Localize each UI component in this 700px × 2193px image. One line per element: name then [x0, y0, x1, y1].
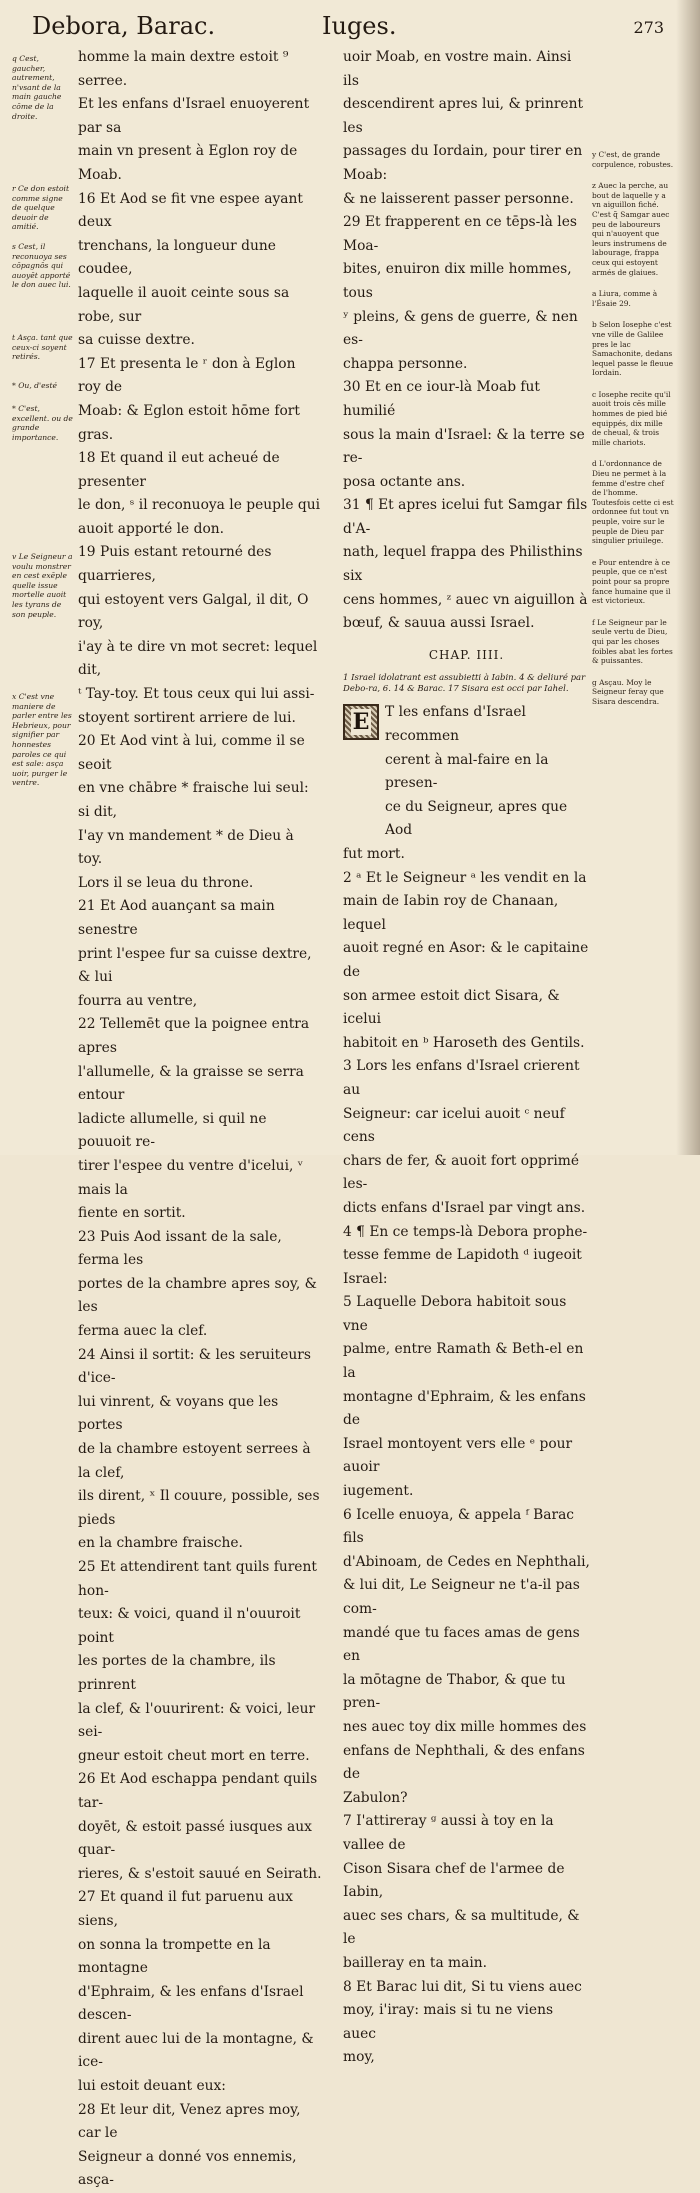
text-line: 20 Et Aod vint à lui, comme il se seoit [78, 733, 305, 773]
text-line: main vn present à Eglon roy de Moab. [78, 143, 298, 183]
text-line: nath, lequel frappa des Philisthins six [343, 544, 583, 585]
margin-note: z Auec la perche, au bout de laquelle y a vn aiguillon fiché. C'est q̃ Samgar auec peu de laboureurs qui n'auoyent que leurs instrumens de labourage, frappa ceux qui estoyent armés de glaiues. [592, 181, 670, 277]
text-line: Moab: & Eglon estoit hōme fort gras. [78, 402, 300, 443]
text-line: Seigneur a donné vos ennemis, asça- [78, 2148, 297, 2189]
margin-note: * Ou, d'esté [12, 381, 58, 390]
text-line: tesse femme de Lapidoth ᵈ iugeoit Israel: [343, 1247, 582, 1287]
text-line: 24 Ainsi il sortit: & les seruiteurs d'ice- [78, 1346, 311, 1387]
chapter-opening-lines [385, 701, 590, 843]
text-line: 7 I'attireray ᵍ aussi à toy en la vallee de [343, 1813, 554, 1853]
margin-note: f Le Seigneur par le seule vertu de Dieu, qui par les choses foibles abat les fortes & puissantes. [592, 617, 673, 666]
text-line: moy, i'iray: mais si tu ne viens auec [343, 2002, 554, 2042]
text-line: uoir Moab, en vostre main. Ainsi ils [343, 49, 572, 89]
right-column-top [343, 46, 590, 636]
text-line: ᵗ Tay-toy. Et tous ceux qui lui assi- [78, 686, 315, 703]
text-line: 31 ¶ Et apres icelui fut Samgar fils d'A- [343, 497, 588, 537]
margin-note: g Asçau. Moy le Seigneur feray que Sisara descendra. [592, 677, 664, 706]
running-title-left: Debora, Barac. [32, 12, 216, 40]
text-line: auec ses chars, & sa multitude, & le [343, 1907, 580, 1948]
text-line: ferma auec la clef. [78, 1323, 208, 1340]
text-line: portes de la chambre apres soy, & les [78, 1275, 317, 1316]
text-line: ils dirent, ˣ Il couure, possible, ses pieds [78, 1488, 320, 1528]
text-line: 19 Puis estant retourné des quarrieres, [78, 544, 272, 585]
text-line: 3 Lors les enfans d'Israel crierent au [343, 1058, 580, 1098]
text-line: passages du Iordain, pour tirer en Moab: [343, 143, 583, 183]
margin-note: c Iosephe recite qu'il auoit trois cēs mille hommes de pied bié equippés, dix mille de cheual, & trois mille chariots. [592, 389, 671, 447]
text-line: 22 Tellemēt que la poignee entra apres [78, 1016, 310, 1056]
chapter-heading: CHAP. IIII. [428, 647, 505, 662]
margin-note: v Le Seigneur a voulu monstrer en cest exēple quelle issue mortelle auoit les tyrans de son peuple. [12, 552, 73, 619]
text-line: fourra au ventre, [78, 992, 198, 1009]
right-column-bottom [343, 843, 590, 2070]
text-line: d'Ephraim, & les enfans d'Israel descen- [78, 1983, 304, 2024]
text-line: la mōtagne de Thabor, & que tu pren- [343, 1671, 566, 1712]
text-line: bailleray en ta main. [343, 1954, 488, 1971]
text-line: fut mort. [343, 846, 405, 862]
text-line: doyēt, & estoit passé iusques aux quar- [78, 1818, 312, 1859]
text-line: laquelle il auoit ceinte sous sa robe, sur [78, 284, 290, 325]
text-line: la clef, & l'ouurirent: & voici, leur sei- [78, 1700, 316, 1741]
text-line: auoit regné en Asor: & le capitaine de [343, 940, 589, 980]
text-line: bœuf, & sauua aussi Israel. [343, 615, 535, 632]
text-line: chars de fer, & auoit fort opprimé les- [343, 1152, 579, 1193]
text-line: 25 Et attendirent tant quils furent hon- [78, 1559, 317, 1599]
margin-note: x C'est vne maniere de parler entre les Hebrieux, pour signifier par honnestes paroles ce qui est sale: asça uoir, purger le ventre. [12, 692, 72, 788]
text-line: Et les enfans d'Israel enuoyerent par sa [78, 96, 310, 136]
text-line: T les enfans d'Israel recommen [385, 704, 526, 745]
text-line: mandé que tu faces amas de gens en [343, 1624, 580, 1665]
text-line: de la chambre estoyent serrees à la clef, [78, 1441, 311, 1481]
chapter-opening [343, 701, 590, 843]
text-line: dirent auec lui de la montagne, & ice- [78, 2030, 314, 2071]
text-line: 17 Et presenta le ʳ don à Eglon roy de [78, 355, 296, 396]
text-line: cerent à mal-faire en la presen- [385, 751, 549, 792]
text-line: qui estoyent vers Galgal, il dit, O roy, [78, 591, 309, 632]
text-line: main de Iabin roy de Chanaan, lequel [343, 893, 559, 933]
text-line: 28 Et leur dit, Venez apres moy, car le [78, 2101, 301, 2142]
text-line: 26 Et Aod eschappa pendant quils tar- [78, 1771, 318, 1811]
text-line: en la chambre fraische. [78, 1535, 243, 1552]
text-line: 27 Et quand il fut paruenu aux siens, [78, 1889, 293, 1929]
text-line: 8 Et Barac lui dit, Si tu viens auec [343, 1978, 582, 1995]
text-line: en vne chābre * fraische lui seul: si dit, [78, 780, 309, 820]
text-line: stoyent sortirent arriere de lui. [78, 709, 296, 726]
text-line: 21 Et Aod auançant sa main senestre [78, 898, 275, 938]
text-line: trenchans, la longueur dune coudee, [78, 237, 276, 278]
text-line: Cison Sisara chef de l'armee de Iabin, [343, 1860, 565, 1901]
text-line: 29 Et frapperent en ce tēps-là les Moa- [343, 214, 577, 254]
text-line: montagne d'Ephraim, & les enfans de [343, 1388, 586, 1429]
page-number: 273 [633, 18, 664, 37]
text-line: teux: & voici, quand il n'ouuroit point [78, 1606, 301, 1646]
text-line: on sonna la trompette en la montagne [78, 1936, 271, 1977]
text-line: 4 ¶ En ce temps-là Debora prophe- [343, 1223, 588, 1240]
text-line: Seigneur: car icelui auoit ᶜ neuf cens [343, 1105, 565, 1146]
text-line: descendirent apres lui, & prinrent les [343, 96, 584, 136]
text-line: & ne laisserent passer personne. [343, 190, 574, 207]
text-line: sous la main d'Israel: & la terre se re- [343, 426, 585, 467]
text-line: tirer l'espee du ventre d'icelui, ᵛ mais la [78, 1157, 303, 1198]
margin-note: q Cest, gaucher, autrement, n'vsant de la main gauche cōme de la droite. [12, 54, 62, 121]
text-line: cens hommes, ᶻ auec vn aiguillon à [343, 591, 588, 608]
text-line: chappa personne. [343, 355, 468, 372]
margin-note: s Cest, il reconuoya ses cōpagnōs qui auoyēt apporté le don auec lui. [12, 242, 71, 290]
text-line: 2 ᵃ Et le Seigneur ᵃ les vendit en la [343, 869, 587, 886]
text-line: l'allumelle, & la graisse se serra entour [78, 1063, 304, 1104]
margin-note: b Selon Iosephe c'est vne ville de Galilee pres le lac Samachonite, dedans lequel passe le fleuue Iordain. [592, 320, 674, 378]
right-margin-notes [592, 150, 674, 719]
text-line: auoit apporté le don. [78, 520, 225, 537]
text-line: dicts enfans d'Israel par vingt ans. [343, 1199, 586, 1216]
text-line: homme la main dextre estoit ⁹ serree. [78, 49, 289, 89]
text-line: habitoit en ᵇ Haroseth des Gentils. [343, 1034, 585, 1051]
margin-note: y C'est, de grande corpulence, robustes. [592, 150, 674, 169]
margin-note: d L'ordonnance de Dieu ne permet à la femme d'estre chef de l'homme. Toutesfois cette ci est ordonnee fut tout vn peuple, voire sur le peuple de Dieu par singulier priuilege. [592, 459, 674, 546]
text-line: iugement. [343, 1483, 414, 1500]
text-line: Israel montoyent vers elle ᵉ pour auoir [343, 1435, 573, 1476]
margin-note: r Ce don estoit comme signe de quelque deuoir de amitié. [12, 184, 69, 232]
text-line: le don, ˢ il reconuoya le peuple qui [78, 497, 321, 514]
page-edge-shadow [676, 0, 700, 1155]
left-column [78, 46, 322, 2193]
text-line: d'Abinoam, de Cedes en Nephthali, [343, 1553, 590, 1570]
text-line: 5 Laquelle Debora habitoit sous vne [343, 1294, 567, 1334]
text-line: enfans de Nephthali, & des enfans de [343, 1742, 585, 1783]
text-line: fiente en sortit. [78, 1205, 186, 1222]
text-line: print l'espee fur sa cuisse dextre, & lui [78, 945, 312, 986]
margin-note: * C'est, excellent. ou de grande importance. [12, 404, 73, 442]
text-line: 6 Icelle enuoya, & appela ᶠ Barac fils [343, 1506, 575, 1547]
text-line: 16 Et Aod se fit vne espee ayant deux [78, 190, 303, 231]
text-line: lui estoit deuant eux: [78, 2078, 226, 2095]
text-line: moy, [343, 2049, 375, 2066]
ornamental-initial-letter: E [352, 709, 370, 736]
text-line: nes auec toy dix mille hommes des [343, 1718, 587, 1735]
text-line: ce du Seigneur, apres que Aod [385, 798, 568, 839]
text-line: Lors il se leua du throne. [78, 874, 254, 891]
text-line: bites, enuiron dix mille hommes, tous [343, 261, 572, 301]
text-line: sa cuisse dextre. [78, 332, 195, 349]
text-line: & lui dit, Le Seigneur ne t'a-il pas com- [343, 1577, 580, 1617]
text-line: Zabulon? [343, 1789, 408, 1806]
margin-note: a Liura, comme à l'Ésaie 29. [592, 289, 658, 308]
text-line: son armee estoit dict Sisara, & icelui [343, 987, 560, 1028]
text-line: i'ay à te dire vn mot secret: lequel dit, [78, 638, 318, 679]
text-line: I'ay vn mandement * de Dieu à toy. [78, 827, 294, 868]
text-line: les portes de la chambre, ils prinrent [78, 1653, 276, 1693]
chapter-summary: 1 Israel idolatrant est assubietti à Iabin. 4 & deliuré par Debo-ra, 6. 14 & Barac. 17 Sisara est occi par Iahel. [343, 673, 586, 695]
text-line: gneur estoit cheut mort en terre. [78, 1747, 310, 1764]
text-line: lui vinrent, & voyans que les portes [78, 1393, 279, 1434]
text-line: posa octante ans. [343, 473, 466, 490]
running-title-book: Iuges. [322, 12, 397, 40]
text-line: ʸ pleins, & gens de guerre, & nen es- [343, 308, 578, 349]
margin-note: t Asça. tant que ceux-ci soyent retirés. [12, 333, 73, 362]
ornamental-initial [343, 704, 379, 740]
text-line: ladicte allumelle, si quil ne pouuoit re- [78, 1110, 267, 1151]
margin-note: e Pour entendre à ce peuple, que ce n'est point pour sa propre fance humaine que il est victorieux. [592, 557, 671, 606]
text-line: 23 Puis Aod issant de la sale, ferma les [78, 1228, 282, 1269]
text-line: 30 Et en ce iour-là Moab fut humilié [343, 379, 540, 419]
running-header [24, 8, 664, 44]
text-line: rieres, & s'estoit sauué en Seirath. [78, 1865, 322, 1882]
right-column [343, 46, 590, 2070]
text-line: palme, entre Ramath & Beth-el en la [343, 1341, 584, 1382]
text-line: 18 Et quand il eut acheué de presenter [78, 450, 280, 490]
